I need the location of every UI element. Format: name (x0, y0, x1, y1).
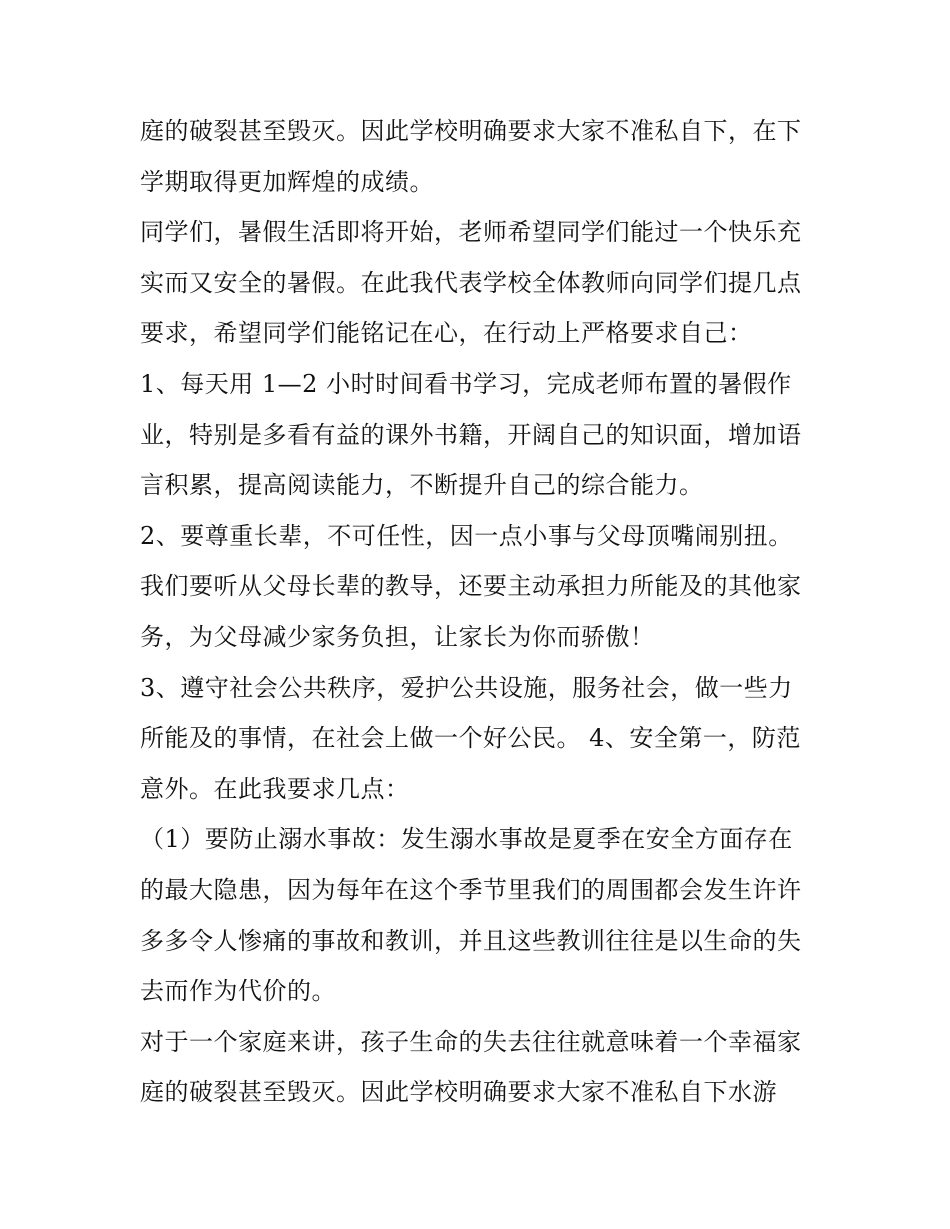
text-line: 要求，希望同学们能铭记在心，在行动上严格要求自己： (140, 319, 753, 348)
text-line: 实而又安全的暑假。在此我代表学校全体教师向同学们提几点 (140, 268, 802, 297)
text-line: 对于一个家庭来讲，孩子生命的失去往往就意味着一个幸福家 (140, 1027, 802, 1056)
text-line: 的最大隐患，因为每年在这个季节里我们的周围都会发生许许 (140, 875, 802, 904)
text-line: 所能及的事情，在社会上做一个好公民。 4、安全第一，防范 (140, 724, 801, 753)
text-line: 多多令人惨痛的事故和教训，并且这些教训往往是以生命的失 (140, 926, 802, 955)
text-line: 2、要尊重长辈，不可任性，因一点小事与父母顶嘴闹别扭。 (140, 521, 793, 550)
text-line: 学期取得更加辉煌的成绩。 (140, 167, 434, 196)
text-line: 言积累，提高阅读能力，不断提升自己的综合能力。 (140, 471, 704, 500)
text-line: 同学们，暑假生活即将开始，老师希望同学们能过一个快乐充 (140, 218, 802, 247)
text-line: 庭的破裂甚至毁灭。因此学校明确要求大家不准私自下水游 (140, 1078, 777, 1107)
text-line: 我们要听从父母长辈的教导，还要主动承担力所能及的其他家 (140, 572, 802, 601)
text-line: （1）要防止溺水事故：发生溺水事故是夏季在安全方面存在 (140, 825, 793, 854)
text-line: 业，特别是多看有益的课外书籍，开阔自己的知识面，增加语 (140, 420, 802, 449)
text-line: 去而作为代价的。 (140, 977, 336, 1006)
text-line: 庭的破裂甚至毁灭。因此学校明确要求大家不准私自下，在下 (140, 117, 802, 145)
text-line: 意外。在此我要求几点： (140, 774, 410, 803)
text-line: 务，为父母减少家务负担，让家长为你而骄傲！ (140, 622, 655, 651)
body-text (140, 106, 820, 1118)
text-line: 1、每天用 1—2 小时时间看书学习，完成老师布置的暑假作 (140, 369, 792, 398)
text-line: 3、遵守社会公共秩序，爱护公共设施，服务社会，做一些力 (140, 673, 793, 702)
